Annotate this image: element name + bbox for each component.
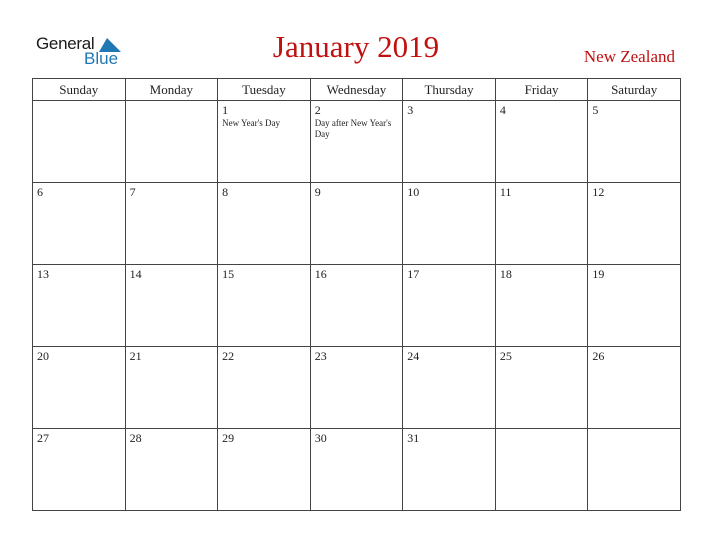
week-row [33, 429, 681, 511]
day-number: 3 [407, 103, 414, 117]
day-number: 10 [407, 185, 420, 199]
weekday-header: Sunday [33, 79, 126, 101]
weekday-header: Friday [495, 79, 588, 101]
page-title: January 2019 [272, 29, 440, 64]
day-number: 25 [499, 349, 512, 363]
day-cell [310, 347, 403, 429]
day-cell [588, 265, 681, 347]
day-number: 21 [129, 349, 142, 363]
day-cell [33, 101, 126, 183]
day-cell [495, 347, 588, 429]
day-number: 12 [592, 185, 605, 199]
day-cell [218, 183, 311, 265]
day-cell [33, 183, 126, 265]
day-number: 16 [314, 267, 327, 281]
day-number: 17 [407, 267, 420, 281]
day-number: 5 [592, 103, 599, 117]
day-cell [588, 429, 681, 511]
week-row [33, 183, 681, 265]
day-cell [495, 265, 588, 347]
weekday-header: Monday [125, 79, 218, 101]
weekday-header-row [33, 79, 681, 101]
day-cell [403, 265, 496, 347]
day-cell [403, 101, 496, 183]
day-cell [310, 183, 403, 265]
day-number: 4 [499, 103, 506, 117]
day-number: 26 [592, 349, 605, 363]
holiday-label: Day after New Year's Day [314, 118, 392, 139]
day-number: 31 [407, 431, 420, 445]
day-cell [588, 101, 681, 183]
day-cell [218, 265, 311, 347]
day-cell [403, 429, 496, 511]
day-cell [218, 101, 311, 183]
day-cell [495, 183, 588, 265]
day-number: 14 [129, 267, 142, 281]
week-row [33, 101, 681, 183]
day-number: 19 [592, 267, 605, 281]
day-cell [33, 347, 126, 429]
day-number: 9 [314, 185, 321, 199]
day-number: 11 [499, 185, 512, 199]
day-cell [33, 265, 126, 347]
weekday-header: Tuesday [218, 79, 311, 101]
day-number: 20 [37, 349, 49, 363]
calendar-body [33, 101, 681, 511]
day-cell [403, 347, 496, 429]
day-number: 30 [314, 431, 327, 445]
day-number: 2 [314, 103, 321, 117]
day-cell [125, 429, 218, 511]
logo-text-general: General [36, 34, 95, 53]
day-cell [33, 429, 126, 511]
holiday-label: New Year's Day [222, 118, 280, 128]
day-cell [495, 429, 588, 511]
day-cell [125, 183, 218, 265]
day-number: 23 [314, 349, 327, 363]
day-cell [218, 429, 311, 511]
week-row [33, 265, 681, 347]
weekday-header: Wednesday [310, 79, 403, 101]
day-number: 22 [222, 349, 235, 363]
day-cell [218, 347, 311, 429]
day-number: 6 [37, 185, 43, 199]
day-number: 29 [222, 431, 235, 445]
day-cell [125, 265, 218, 347]
day-cell [310, 265, 403, 347]
day-number: 7 [129, 185, 136, 199]
day-cell [125, 347, 218, 429]
weekday-header: Thursday [403, 79, 496, 101]
day-number: 28 [129, 431, 142, 445]
calendar-grid [32, 78, 681, 511]
day-cell [310, 101, 403, 183]
day-cell [588, 183, 681, 265]
day-number: 13 [37, 267, 49, 281]
day-number: 1 [222, 103, 229, 117]
day-number: 8 [222, 185, 229, 199]
weekday-header: Saturday [588, 79, 681, 101]
day-cell [125, 101, 218, 183]
week-row [33, 347, 681, 429]
logo-text-blue: Blue [84, 49, 119, 68]
day-cell [310, 429, 403, 511]
day-number: 27 [37, 431, 49, 445]
day-cell [495, 101, 588, 183]
day-cell [403, 183, 496, 265]
day-cell [588, 347, 681, 429]
day-number: 15 [222, 267, 235, 281]
country-label: New Zealand [583, 47, 675, 66]
day-number: 24 [407, 349, 420, 363]
day-number: 18 [499, 267, 512, 281]
